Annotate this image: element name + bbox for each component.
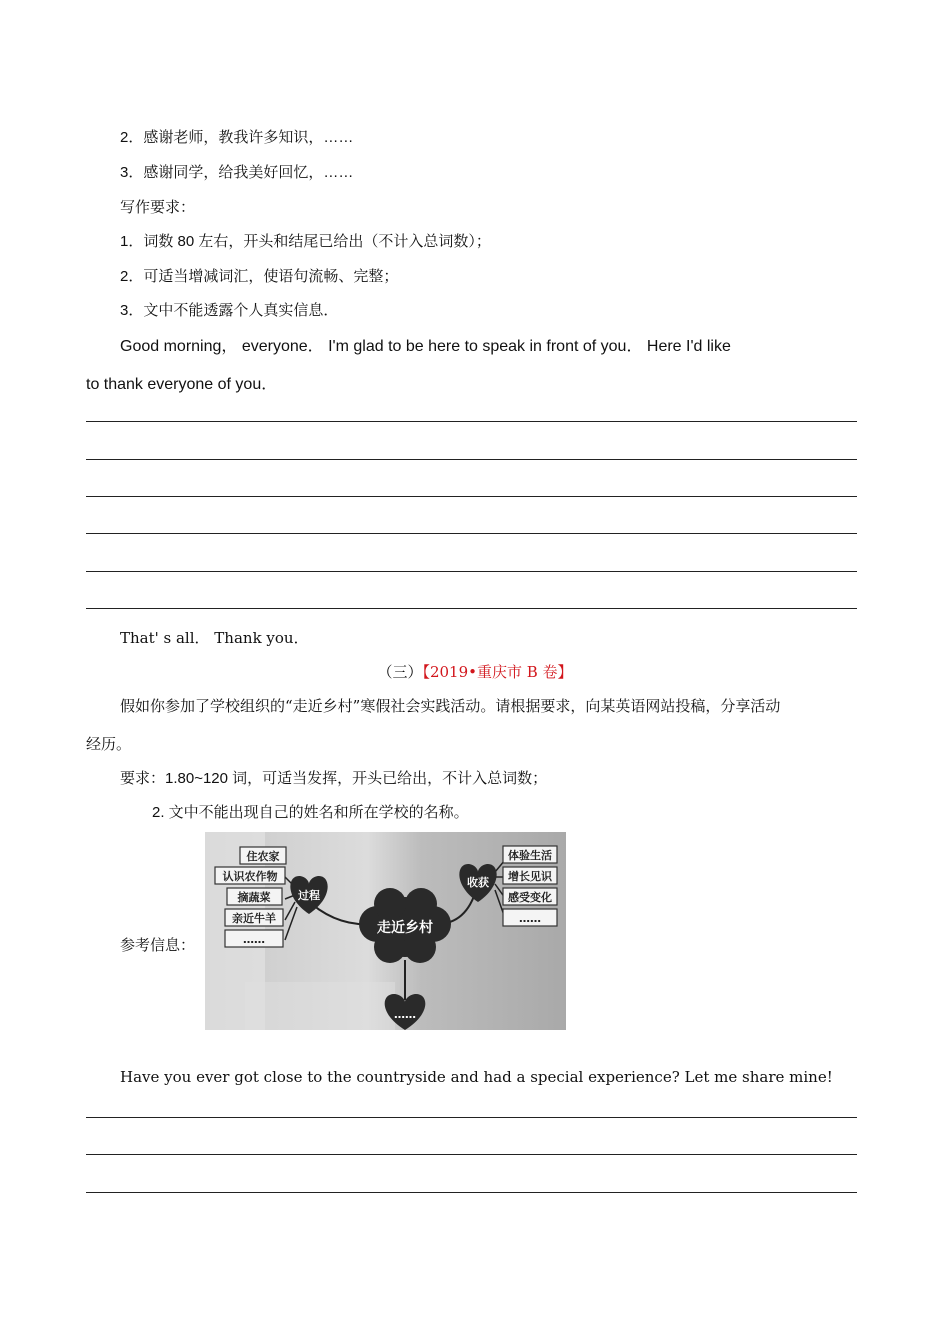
right-item-2: 增长见识 <box>508 870 552 883</box>
prompt-line-2: 经历。 <box>86 735 132 753</box>
opening-line-1: Good morning， everyone． I'm glad to be here to speak in front of you． Here I'd like <box>120 338 731 355</box>
right-item-4: …… <box>519 912 541 925</box>
writing-line-2[interactable] <box>86 459 857 460</box>
requirement-3: 3．文中不能透露个人真实信息． <box>120 302 339 319</box>
section-3-opening-sentence: Have you ever got close to the countryside and had a special experience? Let me share mine! <box>120 1068 833 1086</box>
opening-line-2: to thank everyone of you． <box>86 376 278 393</box>
writing-line-3[interactable] <box>86 496 857 497</box>
section-3-prefix: （三） <box>377 663 423 681</box>
item-2: 2．感谢老师，教我许多知识，…… <box>120 129 354 146</box>
requirement-names: 2. 文中不能出现自己的姓名和所在学校的名称。 <box>152 804 469 821</box>
left-node-label: 过程 <box>298 889 320 902</box>
section-3-source: 【2019•重庆市 B 卷】 <box>422 663 573 681</box>
writing-line-6[interactable] <box>86 608 857 609</box>
prompt-line-1: 假如你参加了学校组织的“走近乡村”寒假社会实践活动。请根据要求，向某英语网站投稿，分享活动 <box>120 697 781 715</box>
writing-line-5[interactable] <box>86 571 857 572</box>
bottom-node-label: …… <box>394 1008 416 1021</box>
writing-line-1[interactable] <box>86 421 857 422</box>
section-3-heading <box>0 661 950 682</box>
right-items <box>503 846 557 926</box>
left-item-4: 亲近牛羊 <box>232 912 276 925</box>
reference-label: 参考信息： <box>120 936 196 954</box>
right-item-3: 感受变化 <box>508 891 552 904</box>
writing-line-9[interactable] <box>86 1192 857 1193</box>
requirement-2: 2．可适当增减词汇，使语句流畅、完整； <box>120 268 399 285</box>
left-item-3: 摘蔬菜 <box>237 891 271 904</box>
writing-line-4[interactable] <box>86 533 857 534</box>
left-item-2: 认识农作物 <box>222 870 278 883</box>
left-item-1: 住农家 <box>246 850 280 863</box>
writing-line-8[interactable] <box>86 1154 857 1155</box>
item-3: 3．感谢同学，给我美好回忆，…… <box>120 164 354 181</box>
right-node-label: 收获 <box>467 876 489 889</box>
right-item-1: 体验生活 <box>508 849 552 862</box>
requirement-1: 1．词数 80 左右，开头和结尾已给出（不计入总词数）； <box>120 233 491 250</box>
center-node-label: 走近乡村 <box>377 920 433 936</box>
requirements-title: 写作要求： <box>120 198 196 216</box>
mind-map-image <box>205 832 566 1030</box>
writing-line-7[interactable] <box>86 1117 857 1118</box>
mind-map-diagram <box>205 832 566 1030</box>
left-item-5: …… <box>243 933 265 946</box>
requirement-words: 要求：1.80~120 词，可适当发挥，开头已给出，不计入总词数； <box>120 770 548 787</box>
closing-text: That' s all． Thank you． <box>120 629 309 647</box>
